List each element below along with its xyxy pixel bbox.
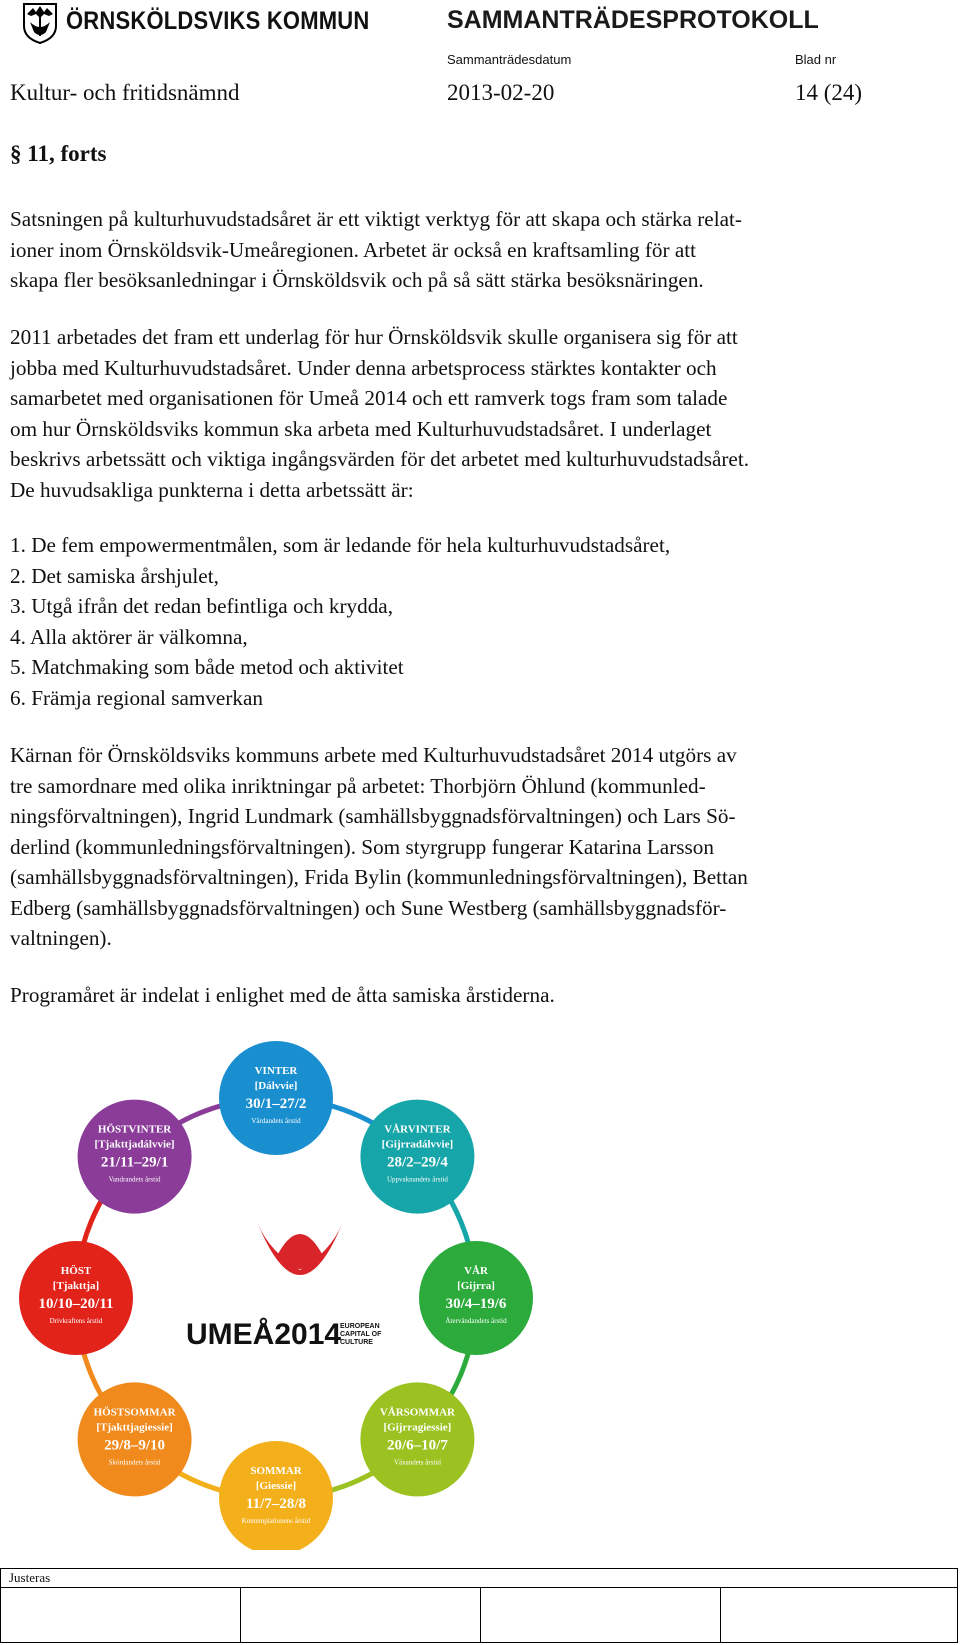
season-name: VINTER bbox=[254, 1065, 298, 1077]
text-line: 2011 arbetades det fram ett underlag för hur Örnsköldsvik skulle organisera sig för att bbox=[10, 325, 738, 349]
season-theme: Drivkraftens årstid bbox=[49, 1317, 103, 1325]
season-vår bbox=[419, 1241, 533, 1355]
season-theme: Återvändandets årstid bbox=[445, 1317, 507, 1325]
signature-cell[interactable] bbox=[1, 1587, 241, 1643]
committee-name: Kultur- och fritidsnämnd bbox=[10, 80, 240, 105]
text-line: beskrivs arbetssätt och viktiga ingångsvärden för det arbetet med kulturhuvudstadsåret. bbox=[10, 447, 749, 471]
season-höstvinter bbox=[78, 1100, 192, 1214]
section-heading: § 11, forts bbox=[10, 141, 107, 166]
signature-header-row bbox=[1, 1569, 957, 1588]
season-dates: 28/2–29/4 bbox=[386, 1154, 448, 1171]
season-sami-name: [Gijrradálvvie] bbox=[381, 1138, 454, 1151]
sheet-label: Blad nr bbox=[795, 52, 837, 67]
season-theme: Kontemplationens årstid bbox=[241, 1517, 311, 1525]
meeting-date: 2013-02-20 bbox=[447, 80, 555, 105]
organization-name: ÖRNSKÖLDSVIKS KOMMUN bbox=[66, 6, 370, 35]
list-item: 4. Alla aktörer är välkomna, bbox=[10, 624, 248, 649]
text-line: valtningen). bbox=[10, 926, 112, 950]
season-name: VÅRSOMMAR bbox=[379, 1406, 456, 1419]
season-vinter bbox=[219, 1041, 333, 1155]
list-item: 6. Främja regional samverkan bbox=[10, 685, 263, 710]
logo-tagline-line: CAPITAL OF bbox=[340, 1331, 382, 1338]
text-line: jobba med Kulturhuvudstadsåret. Under denna arbetsprocess stärktes kontakter och bbox=[10, 355, 717, 380]
text-line: Kärnan för Örnsköldsviks kommuns arbete med Kulturhuvudstadsåret 2014 utgörs av bbox=[10, 743, 737, 767]
signature-label: Justeras bbox=[9, 1570, 51, 1585]
season-dates: 29/8–9/10 bbox=[104, 1437, 166, 1454]
season-name: HÖSTSOMMAR bbox=[93, 1406, 176, 1419]
season-name: SOMMAR bbox=[250, 1465, 302, 1477]
signature-cell[interactable] bbox=[481, 1587, 721, 1643]
season-sommar bbox=[219, 1441, 333, 1550]
season-name: VÅRVINTER bbox=[384, 1123, 451, 1136]
text-line: ningsförvaltningen), Ingrid Lundmark (samhällsbyggnadsförvaltningen) och Lars Sö- bbox=[10, 804, 736, 828]
season-name: HÖST bbox=[60, 1265, 92, 1277]
season-theme: Uppvaknandets årstid bbox=[386, 1175, 448, 1184]
sami-seasons-wheel bbox=[0, 1026, 960, 1550]
text-line: derlind (kommunledningsförvaltningen). Som styrgrupp fungerar Katarina Larsson bbox=[10, 834, 714, 859]
signature-table bbox=[0, 1568, 958, 1643]
text-line: tre samordnare med olika inriktningar på arbetet: Thorbjörn Öhlund (kommunled- bbox=[10, 773, 706, 798]
text-line: samarbetet med organisationen för Umeå 2014 och ett ramverk togs fram som talade bbox=[10, 386, 728, 410]
text-line: skapa fler besöksanledningar i Örnsköldsvik och på så sätt stärka besöksnäringen. bbox=[10, 268, 704, 292]
season-sami-name: [Tjakttjadálvvie] bbox=[94, 1138, 175, 1151]
season-sami-name: [Tjakttjagiessie] bbox=[96, 1421, 173, 1434]
meeting-date-label: Sammanträdesdatum bbox=[447, 52, 572, 67]
signature-cell[interactable] bbox=[721, 1587, 957, 1643]
umea2014-logo bbox=[186, 1224, 382, 1351]
text-line: De huvudsakliga punkterna i detta arbetssätt är: bbox=[10, 477, 414, 502]
season-theme: Vandrandets årstid bbox=[108, 1175, 161, 1184]
text-line: om hur Örnsköldsviks kommun ska arbeta med Kulturhuvudstadsåret. I underlaget bbox=[10, 416, 712, 441]
season-theme: Växandets årstid bbox=[393, 1458, 441, 1467]
paragraph-background bbox=[10, 322, 950, 505]
season-dates: 30/4–19/6 bbox=[445, 1296, 507, 1312]
season-höst bbox=[19, 1241, 133, 1355]
season-dates: 30/1–27/2 bbox=[245, 1096, 307, 1112]
season-sami-name: [Gijrra] bbox=[457, 1280, 495, 1292]
season-sami-name: [Dálvvie] bbox=[254, 1080, 298, 1092]
sheet-number: 14 (24) bbox=[795, 80, 863, 105]
season-dates: 10/10–20/11 bbox=[38, 1296, 114, 1312]
season-sami-name: [Tjakttja] bbox=[52, 1280, 100, 1292]
text-line: (samhällsbyggnadsförvaltningen), Frida Bylin (kommunledningsförvaltningen), Bettan bbox=[10, 865, 748, 889]
season-name: VÅR bbox=[464, 1265, 488, 1277]
list-item: 3. Utgå ifrån det redan befintliga och krydda, bbox=[10, 594, 393, 618]
season-name: HÖSTVINTER bbox=[97, 1123, 172, 1136]
season-dates: 21/11–29/1 bbox=[100, 1154, 169, 1171]
center-logo-text: UMEÅ2014 bbox=[186, 1318, 342, 1351]
list-item: 1. De fem empowermentmålen, som är ledande för hela kulturhuvudstadsåret, bbox=[10, 533, 671, 557]
season-sami-name: [Giessie] bbox=[255, 1480, 297, 1492]
points-list bbox=[10, 530, 950, 713]
coat-of-arms-logo bbox=[22, 2, 58, 44]
list-item: 5. Matchmaking som både metod och aktivitet bbox=[10, 655, 404, 679]
season-theme: Vårdandets årstid bbox=[251, 1117, 301, 1125]
text-line: ioner inom Örnsköldsvik-Umeåregionen. Arbetet är också en kraftsamling för att bbox=[10, 237, 697, 262]
paragraph-intro bbox=[10, 204, 950, 296]
season-dates: 11/7–28/8 bbox=[245, 1496, 307, 1512]
paragraph-organization bbox=[10, 740, 950, 954]
season-theme: Skördandets årstid bbox=[108, 1458, 161, 1467]
paragraph-program-year: Programåret är indelat i enlighet med de åtta samiska årstiderna. bbox=[10, 983, 555, 1007]
signature-cell[interactable] bbox=[241, 1587, 481, 1643]
season-dates: 20/6–10/7 bbox=[386, 1437, 448, 1454]
document-title: SAMMANTRÄDESPROTOKOLL bbox=[447, 6, 819, 34]
season-vårsommar bbox=[360, 1382, 474, 1496]
season-sami-name: [Gijrragiessie] bbox=[383, 1421, 452, 1434]
list-item: 2. Det samiska årshjulet, bbox=[10, 563, 219, 588]
season-vårvinter bbox=[360, 1100, 474, 1214]
logo-tagline-line: EUROPEAN bbox=[340, 1323, 380, 1330]
logo-tagline-line: CULTURE bbox=[340, 1339, 373, 1346]
season-circles bbox=[19, 1041, 533, 1550]
text-line: Satsningen på kulturhuvudstadsåret är ett viktigt verktyg för att skapa och stärka relat- bbox=[10, 207, 742, 231]
season-höstsommar bbox=[78, 1382, 192, 1496]
text-line: Edberg (samhällsbyggnadsförvaltningen) och Sune Westberg (samhällsbyggnadsför- bbox=[10, 895, 727, 920]
